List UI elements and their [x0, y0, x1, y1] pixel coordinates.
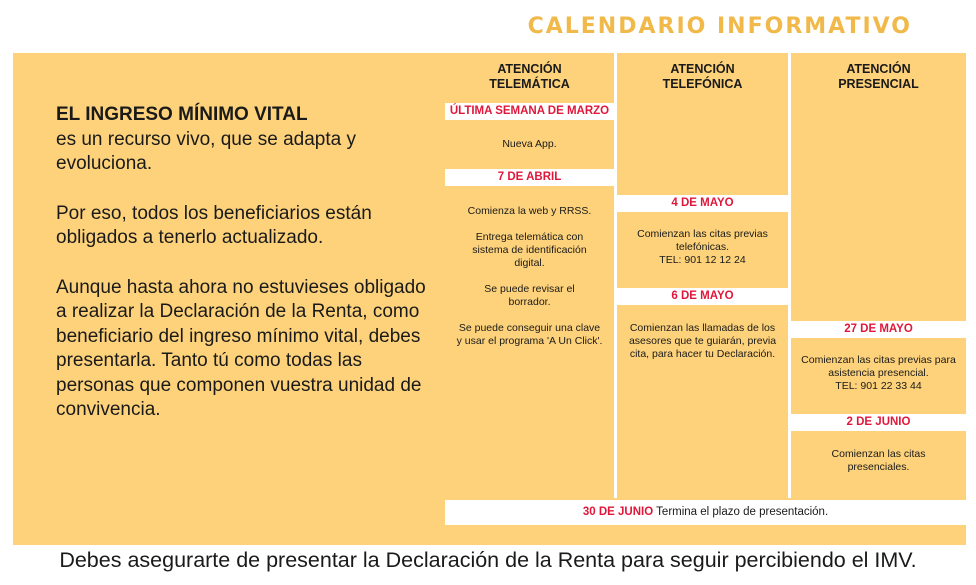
- intro-text: [56, 103, 426, 423]
- intro-paragraph-2: Por eso, todos los beneficiarios están obligados a tenerlo actualizado.: [56, 202, 372, 248]
- event-line: Se puede conseguir una clave y usar el programa 'A Un Click'.: [456, 322, 603, 347]
- event-line: Entrega telemática con sistema de identificación digital.: [472, 231, 587, 269]
- intro-paragraph-3: Aunque hasta ahora no estuvieses obligado a realizar la Declaración de la Renta, como beneficiario del ingreso mínimo vital, debes presentarla. Tanto tú como todas las personas que componen vuestra unidad de convivencia.: [56, 276, 426, 420]
- event-text: [801, 354, 956, 406]
- event-text: [445, 138, 614, 164]
- column-header-line: TELEFÓNICA: [662, 77, 743, 91]
- event-line: Comienzan las llamadas de los asesores que te guiarán, previa cita, para hacer tu Declaración.: [628, 322, 777, 360]
- intro-p1-text: es un recurso vivo, que se adapta y evoluciona.: [56, 128, 356, 174]
- deadline-band: [445, 500, 966, 525]
- column-header-line: ATENCIÓN: [497, 62, 562, 76]
- column-header-line: PRESENCIAL: [838, 77, 919, 91]
- event-text: [627, 322, 778, 374]
- column-header-line: TELEMÁTICA: [489, 77, 570, 91]
- event-line: Comienzan las citas previas telefónicas.: [637, 228, 768, 253]
- column-header-line: ATENCIÓN: [670, 62, 735, 76]
- event-text: [455, 205, 604, 361]
- column-header-telefonica: [617, 62, 788, 100]
- date-band: 7 DE ABRIL: [445, 169, 614, 186]
- deadline-text: Termina el plazo de presentación.: [656, 506, 829, 518]
- date-band: 2 DE JUNIO: [791, 414, 966, 431]
- event-line: Comienza la web y RRSS.: [467, 205, 592, 217]
- calendar-title: CALENDARIO INFORMATIVO: [527, 14, 912, 39]
- intro-paragraph-1: [56, 103, 426, 177]
- date-band: 4 DE MAYO: [617, 195, 788, 212]
- event-text: [811, 448, 946, 487]
- column-divider: [788, 53, 791, 498]
- column-header-telematica: [445, 62, 614, 100]
- event-line: Nueva App.: [502, 138, 557, 150]
- bottom-message: Debes asegurarte de presentar la Declaración de la Renta para seguir percibiendo el IMV.: [59, 548, 917, 572]
- column-header-line: ATENCIÓN: [846, 62, 911, 76]
- event-line: Se puede revisar el borrador.: [484, 283, 575, 308]
- event-line: Comienzan las citas previas para asistencia presencial.: [801, 354, 956, 379]
- event-line: Comienzan las citas presenciales.: [831, 448, 926, 473]
- date-band: 6 DE MAYO: [617, 288, 788, 305]
- deadline-date: 30 DE JUNIO: [582, 506, 654, 518]
- event-line: TEL: 901 22 33 44: [835, 380, 922, 392]
- intro-title: EL INGRESO MÍNIMO VITAL: [56, 104, 308, 125]
- date-band: 27 DE MAYO: [791, 321, 966, 338]
- event-line: TEL: 901 12 12 24: [659, 254, 746, 266]
- event-text: [627, 228, 778, 280]
- date-band: ÚLTIMA SEMANA DE MARZO: [445, 103, 614, 120]
- column-header-presencial: [791, 62, 966, 100]
- column-divider: [614, 53, 617, 498]
